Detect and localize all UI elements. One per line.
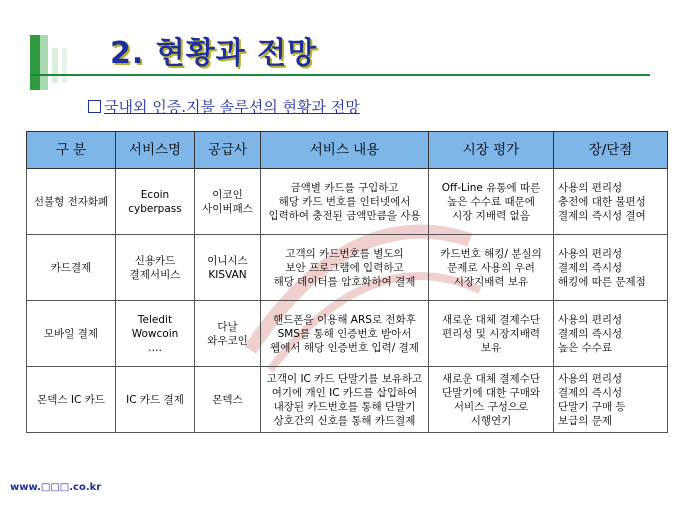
decorative-bar	[52, 48, 58, 83]
decorative-bar	[30, 35, 40, 90]
cell-service: Teledit Wowcoin ….	[116, 301, 195, 367]
checkbox-bullet-icon	[88, 100, 101, 113]
solutions-table	[26, 131, 667, 433]
cell-service: Ecoin cyberpass	[116, 169, 195, 235]
table-row	[27, 301, 668, 367]
cell-pros-cons: 사용의 편리성 결제의 즉시성 단말기 구매 등 보급의 문제	[554, 367, 668, 433]
title-underline	[30, 74, 650, 76]
cell-content: 금액별 카드를 구입하고 해당 카드 번호를 인터넷에서 입력하여 충전된 금액만큼을 사용	[261, 169, 429, 235]
cell-pros-cons: 사용의 편리성 충전에 대한 불편성 결제의 즉시성 결여	[554, 169, 668, 235]
header-supplier: 공급사	[195, 132, 261, 169]
cell-supplier: 다날 와우코인	[195, 301, 261, 367]
footer-url: www.□□□.co.kr	[10, 482, 102, 493]
cell-supplier: 몬덱스	[195, 367, 261, 433]
table-row	[27, 367, 668, 433]
decorative-bar	[40, 35, 48, 90]
cell-market: Off-Line 유통에 따른 높은 수수료 때문에 시장 지배력 없음	[429, 169, 554, 235]
cell-market: 새로운 대체 결제수단 편리성 및 시장지배력 보유	[429, 301, 554, 367]
slide-title: 2. 현황과 전망	[110, 36, 318, 71]
cell-pros-cons: 사용의 편리성 결제의 즉시성 해킹에 따른 문제점	[554, 235, 668, 301]
cell-content: 핸드폰을 이용해 ARS로 전화후 SMS를 통해 인증번호 받아서 웹에서 해당 인증번호 입력/ 결제	[261, 301, 429, 367]
cell-category: 몬덱스 IC 카드	[27, 367, 116, 433]
decorative-bar	[62, 48, 67, 83]
subtitle-text: 국내외 인증.지불 솔루션의 현황과 전망	[104, 98, 360, 116]
cell-content: 고객이 IC 카드 단말기를 보유하고 여기에 개인 IC 카드를 삽입하여 내장된 카드번호를 통해 단말기 상호간의 신호를 통해 카드결제	[261, 367, 429, 433]
header-category: 구 분	[27, 132, 116, 169]
cell-market: 새로운 대체 결제수단 단말기에 대한 구매와 서비스 구성으로 시행연기	[429, 367, 554, 433]
header-pros-cons: 장/단점	[554, 132, 668, 169]
cell-category: 모바일 결제	[27, 301, 116, 367]
cell-category: 카드결제	[27, 235, 116, 301]
cell-supplier: 이코인 사이버패스	[195, 169, 261, 235]
cell-category: 선불형 전자화폐	[27, 169, 116, 235]
header-service: 서비스명	[116, 132, 195, 169]
header-market: 시장 평가	[429, 132, 554, 169]
header-content: 서비스 내용	[261, 132, 429, 169]
cell-content: 고객의 카드번호를 별도의 보안 프로그램에 입력하고 해당 데이터를 암호화하여 결제	[261, 235, 429, 301]
table-row	[27, 169, 668, 235]
cell-service: 신용카드 결제서비스	[116, 235, 195, 301]
table-header-row	[27, 132, 668, 169]
slide-subtitle	[88, 96, 360, 117]
cell-market: 카드번호 해킹/ 분실의 문제로 사용의 우려 시장지배력 보유	[429, 235, 554, 301]
cell-supplier: 이니시스 KISVAN	[195, 235, 261, 301]
cell-service: IC 카드 결제	[116, 367, 195, 433]
cell-pros-cons: 사용의 편리성 결제의 즉시성 높은 수수료	[554, 301, 668, 367]
table-row	[27, 235, 668, 301]
